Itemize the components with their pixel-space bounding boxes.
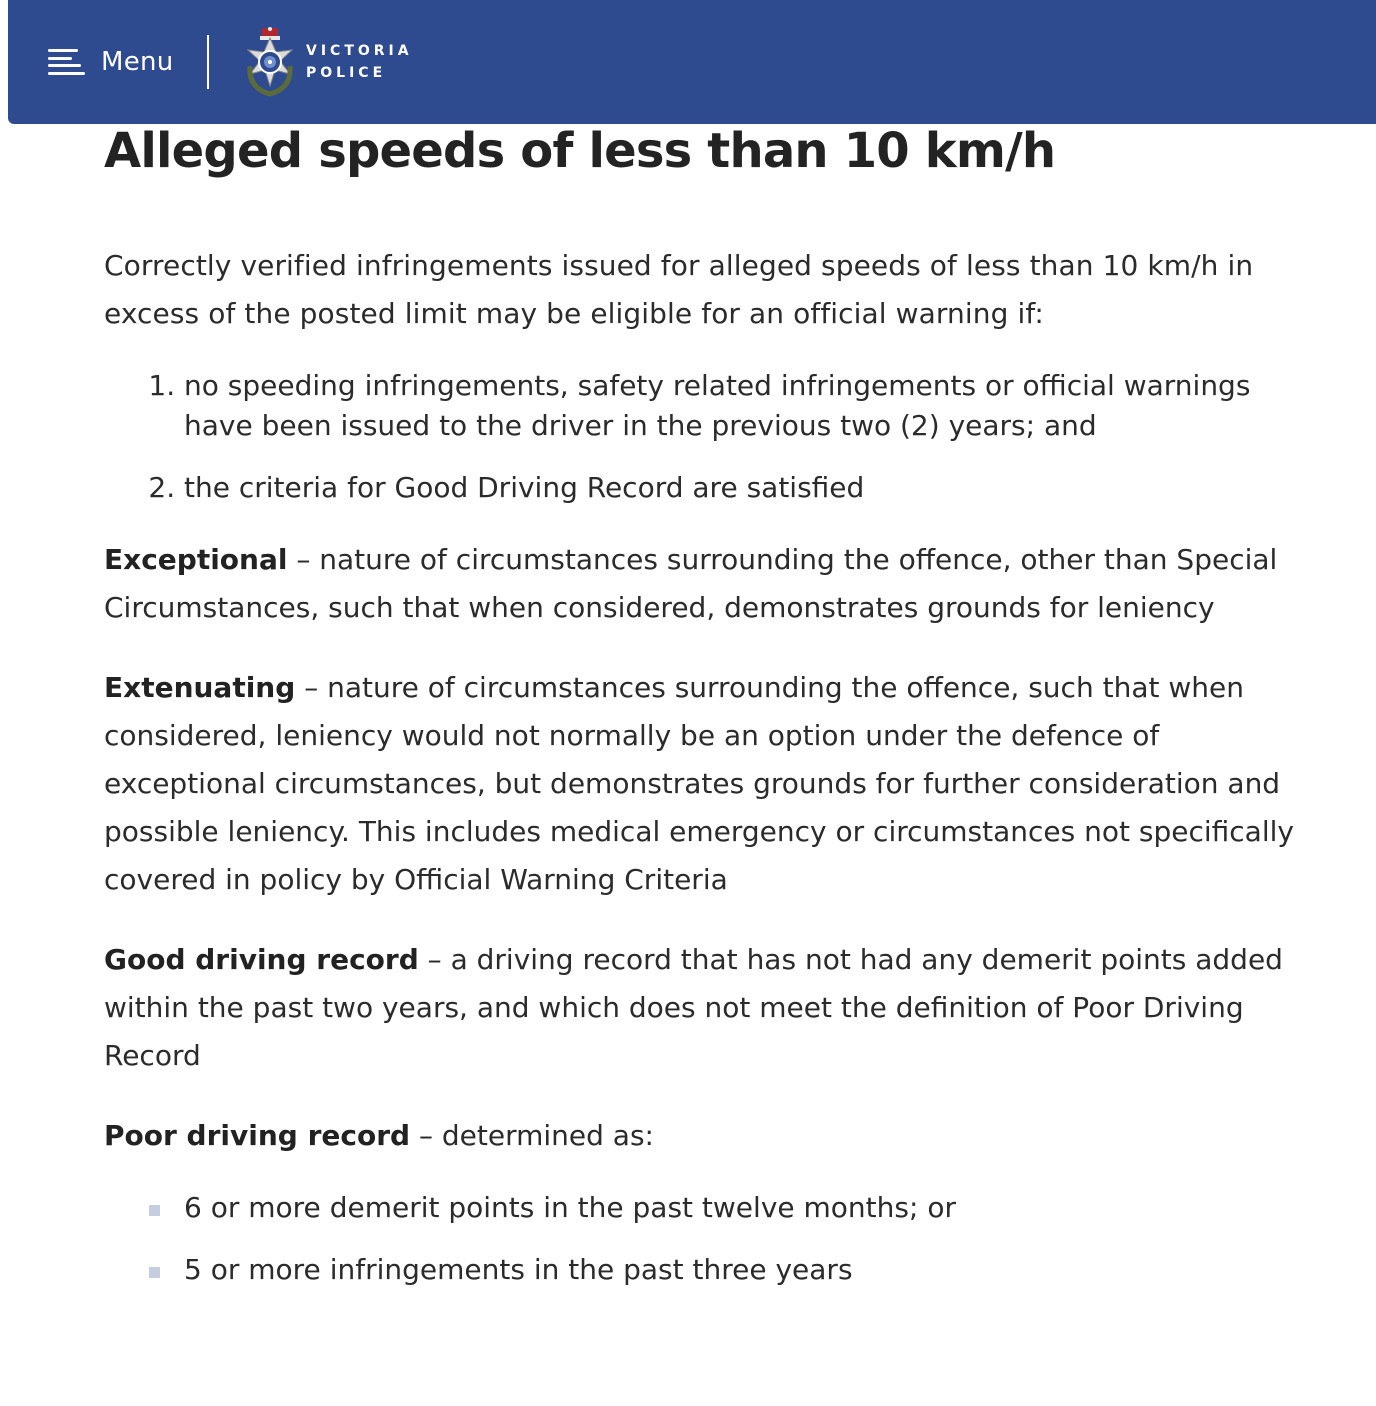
page-title: Alleged speeds of less than 10 km/h xyxy=(104,123,1056,179)
logo-line-police: POLICE xyxy=(306,65,387,81)
intro-paragraph: Correctly verified infringements issued for alleged speeds of less than 10 km/h in excess of the posted limit may be eligible for an official warning if: xyxy=(104,249,1254,330)
list-item: 2. the criteria for Good Driving Record are satisfied xyxy=(184,468,1314,508)
definition-exceptional xyxy=(104,536,1314,632)
definition-text: – determined as: xyxy=(410,1119,654,1152)
definition-good-driving-record xyxy=(104,936,1314,1080)
list-item: 1. no speeding infringements, safety related infringements or official warnings have been issued to the driver in the previous two (2) years; and xyxy=(184,366,1314,446)
poor-record-list xyxy=(104,1188,1314,1290)
logo-line-victoria: VICTORIA xyxy=(306,43,413,59)
menu-button[interactable] xyxy=(48,44,174,80)
definition-term: Exceptional xyxy=(104,543,288,576)
hamburger-menu-icon xyxy=(48,49,85,75)
definition-poor-driving-record xyxy=(104,1112,1314,1160)
list-item: 6 or more demerit points in the past twelve months; or xyxy=(184,1188,1314,1228)
police-badge-icon xyxy=(240,26,300,98)
list-item: 5 or more infringements in the past three years xyxy=(184,1250,1314,1290)
definition-text: – nature of circumstances surrounding the offence, such that when considered, leniency would not normally be an option under the defence of exceptional circumstances, but demonstrates grounds for further consideration and possible leniency. This includes medical emergency or circumstances not specifically covered in policy by Official Warning Criteria xyxy=(104,671,1294,896)
definition-extenuating xyxy=(104,664,1314,904)
logo-wordmark xyxy=(306,40,413,84)
main-content xyxy=(104,118,1314,1312)
definition-term: Good driving record xyxy=(104,943,419,976)
site-header xyxy=(8,0,1376,124)
definition-text: – a driving record that has not had any demerit points added within the past two years, and which does not meet the definition of Poor Driving Record xyxy=(104,943,1283,1072)
definition-term: Poor driving record xyxy=(104,1119,411,1152)
definition-text: – nature of circumstances surrounding the offence, other than Special Circumstances, such that when considered, demonstrates grounds for leniency xyxy=(104,543,1278,624)
victoria-police-logo[interactable] xyxy=(240,26,413,98)
header-divider xyxy=(207,35,209,89)
menu-label: Menu xyxy=(101,47,174,77)
definition-term: Extenuating xyxy=(104,671,296,704)
warning-criteria-list xyxy=(104,366,1314,508)
